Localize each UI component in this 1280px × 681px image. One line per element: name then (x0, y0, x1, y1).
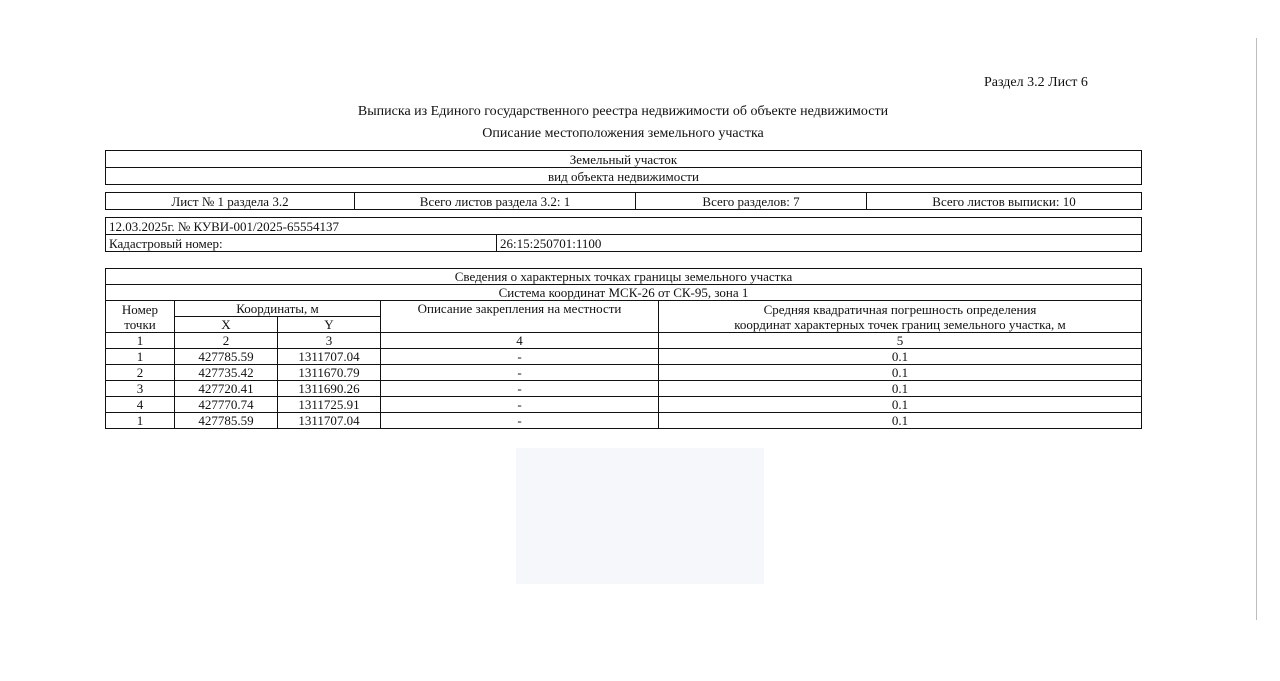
header-y: Y (278, 317, 381, 333)
header-x: X (175, 317, 278, 333)
object-type-caption: вид объекта недвижимости (106, 168, 1142, 185)
registration-date-number: 12.03.2025г. № КУВИ-001/2025-65554137 (106, 218, 1142, 235)
document-subtitle: Описание местоположения земельного участка (482, 126, 764, 141)
fixing-description: - (381, 381, 659, 397)
coord-y: 1311725.91 (278, 397, 381, 413)
mean-square-error: 0.1 (659, 397, 1142, 413)
points-table-title: Сведения о характерных точках границы земельного участка (106, 269, 1142, 285)
column-number: 2 (175, 333, 278, 349)
column-number: 5 (659, 333, 1142, 349)
column-number: 4 (381, 333, 659, 349)
point-number: 1 (106, 349, 175, 365)
fixing-description: - (381, 365, 659, 381)
cadastral-label: Кадастровый номер: (106, 235, 497, 252)
column-number: 3 (278, 333, 381, 349)
section-sheet-label: Раздел 3.2 Лист 6 (984, 75, 1088, 90)
header-error (659, 301, 1142, 333)
object-type: Земельный участок (106, 151, 1142, 168)
total-sections: Всего разделов: 7 (636, 193, 867, 210)
mean-square-error: 0.1 (659, 413, 1142, 429)
coord-x: 427735.42 (175, 365, 278, 381)
header-error-line1: Средняя квадратичная погрешность определения (763, 301, 1037, 317)
table-row (106, 381, 1142, 397)
header-point-number (106, 301, 175, 333)
point-number: 3 (106, 381, 175, 397)
total-sheets-extract: Всего листов выписки: 10 (867, 193, 1142, 210)
sheet-number: Лист № 1 раздела 3.2 (106, 193, 355, 210)
coordinate-system: Система координат МСК-26 от СК-95, зона 1 (106, 285, 1142, 301)
coord-y: 1311707.04 (278, 413, 381, 429)
registration-table (105, 217, 1142, 252)
scan-shade (516, 448, 764, 584)
table-row (106, 365, 1142, 381)
column-numbers-row (106, 333, 1142, 349)
header-error-line2: координат характерных точек границ земельного участка, м (734, 316, 1066, 332)
coord-y: 1311690.26 (278, 381, 381, 397)
sheets-info-table (105, 192, 1142, 210)
coord-x: 427785.59 (175, 349, 278, 365)
point-number: 2 (106, 365, 175, 381)
mean-square-error: 0.1 (659, 365, 1142, 381)
page-edge (1256, 38, 1257, 620)
coord-y: 1311670.79 (278, 365, 381, 381)
fixing-description: - (381, 397, 659, 413)
mean-square-error: 0.1 (659, 381, 1142, 397)
mean-square-error: 0.1 (659, 349, 1142, 365)
fixing-description: - (381, 413, 659, 429)
header-coordinates: Координаты, м (175, 301, 381, 317)
point-number: 1 (106, 413, 175, 429)
table-row (106, 397, 1142, 413)
table-row (106, 349, 1142, 365)
total-sheets-section: Всего листов раздела 3.2: 1 (355, 193, 636, 210)
coord-y: 1311707.04 (278, 349, 381, 365)
header-point-number-line1: Номер (121, 301, 159, 317)
object-type-table (105, 150, 1142, 185)
cadastral-number: 26:15:250701:1100 (497, 235, 1142, 252)
boundary-points-table (105, 268, 1142, 429)
header-fixing: Описание закрепления на местности (381, 301, 659, 333)
coord-x: 427785.59 (175, 413, 278, 429)
fixing-description: - (381, 349, 659, 365)
document-title: Выписка из Единого государственного реестра недвижимости об объекте недвижимости (357, 104, 889, 119)
coord-x: 427720.41 (175, 381, 278, 397)
coord-x: 427770.74 (175, 397, 278, 413)
header-point-number-line2: точки (124, 316, 156, 332)
column-number: 1 (106, 333, 175, 349)
point-number: 4 (106, 397, 175, 413)
table-row (106, 413, 1142, 429)
